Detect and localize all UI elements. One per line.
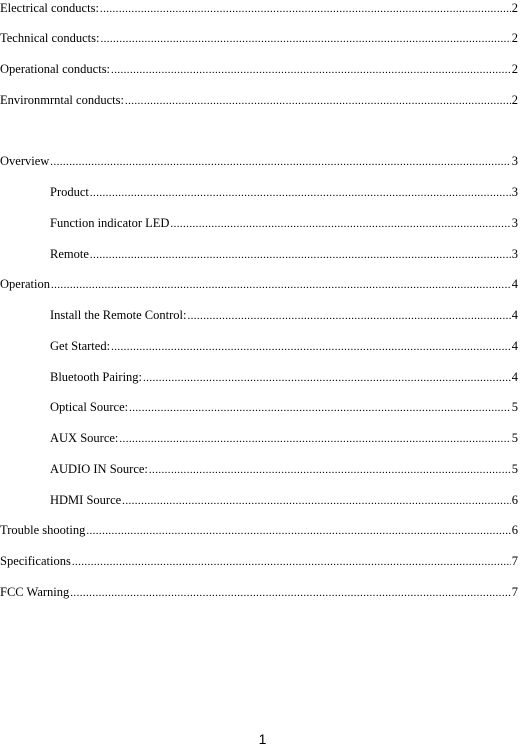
toc-subentry[interactable] bbox=[50, 184, 518, 200]
toc-leader-dots bbox=[119, 431, 510, 447]
toc-entry-page: 7 bbox=[511, 585, 518, 599]
toc-entry-label: Electrical conducts: bbox=[0, 1, 99, 15]
toc-entry-page: 3 bbox=[511, 216, 518, 230]
toc-leader-dots bbox=[125, 93, 511, 109]
toc-leader-dots bbox=[50, 154, 510, 170]
toc-entry[interactable] bbox=[0, 92, 518, 108]
toc-leader-dots bbox=[187, 308, 510, 324]
toc-entry-page: 2 bbox=[511, 62, 518, 76]
toc-entry-page: 3 bbox=[511, 247, 518, 261]
toc-entry-label: Remote bbox=[50, 247, 89, 261]
toc-entry[interactable] bbox=[0, 584, 518, 600]
toc-entry[interactable] bbox=[0, 153, 518, 169]
toc-entry[interactable] bbox=[0, 0, 518, 16]
toc-entry-label: Trouble shooting bbox=[0, 523, 86, 537]
toc-entry-label: FCC Warning bbox=[0, 585, 70, 599]
toc-entry-page: 7 bbox=[511, 554, 518, 568]
toc-entry-label: HDMI Source bbox=[50, 493, 122, 507]
page-number: 1 bbox=[258, 731, 267, 747]
toc-entry-label: Environmrntal conducts: bbox=[0, 93, 124, 107]
toc-leader-dots bbox=[90, 247, 511, 263]
toc-entry[interactable] bbox=[0, 553, 518, 569]
toc-entry-label: AUDIO IN Source: bbox=[50, 462, 148, 476]
toc-entry-page: 4 bbox=[511, 277, 518, 291]
toc-leader-dots bbox=[100, 31, 510, 47]
toc-entry-page: 3 bbox=[511, 154, 518, 168]
toc-entry[interactable] bbox=[0, 276, 518, 292]
toc-leader-dots bbox=[170, 216, 510, 232]
toc-entry-page: 2 bbox=[511, 93, 518, 107]
toc-entry-label: AUX Source: bbox=[50, 431, 119, 445]
toc-entry-page: 5 bbox=[511, 400, 518, 414]
toc-leader-dots bbox=[111, 339, 511, 355]
toc-leader-dots bbox=[129, 400, 511, 416]
toc-subentry[interactable] bbox=[50, 369, 518, 385]
toc-entry-page: 4 bbox=[511, 308, 518, 322]
toc-entry-page: 6 bbox=[511, 493, 518, 507]
toc-leader-dots bbox=[143, 370, 511, 386]
toc-leader-dots bbox=[51, 277, 511, 293]
toc-entry-label: Overview bbox=[0, 154, 50, 168]
toc-entry-page: 5 bbox=[511, 462, 518, 476]
toc-leader-dots bbox=[72, 554, 511, 570]
toc-entry-page: 2 bbox=[511, 31, 518, 45]
toc-leader-dots bbox=[100, 1, 511, 17]
toc-subentry[interactable] bbox=[50, 492, 518, 508]
toc-entry-label: Install the Remote Control: bbox=[50, 308, 187, 322]
toc-entry[interactable] bbox=[0, 522, 518, 538]
toc-leader-dots bbox=[111, 62, 511, 78]
toc-subentry[interactable] bbox=[50, 307, 518, 323]
toc-entry-label: Specifications bbox=[0, 554, 71, 568]
toc-entry-label: Product bbox=[50, 185, 89, 199]
toc-entry-label: Technical conducts: bbox=[0, 31, 100, 45]
toc-entry-page: 5 bbox=[511, 431, 518, 445]
toc-entry-label: Bluetooth Pairing: bbox=[50, 370, 143, 384]
toc-leader-dots bbox=[90, 185, 511, 201]
toc-entry-page: 6 bbox=[511, 523, 518, 537]
toc-leader-dots bbox=[149, 462, 511, 478]
toc-entry-label: Get Started: bbox=[50, 339, 111, 353]
toc-entry-label: Function indicator LED bbox=[50, 216, 170, 230]
toc-entry-page: 2 bbox=[511, 1, 518, 15]
toc-entry-label: Operational conducts: bbox=[0, 62, 111, 76]
toc-subentry[interactable] bbox=[50, 399, 518, 415]
toc-entry-page: 4 bbox=[511, 370, 518, 384]
toc-entry[interactable] bbox=[0, 61, 518, 77]
toc-subentry[interactable] bbox=[50, 430, 518, 446]
toc-leader-dots bbox=[122, 493, 511, 509]
toc-subentry[interactable] bbox=[50, 215, 518, 231]
toc-subentry[interactable] bbox=[50, 461, 518, 477]
toc-entry-label: Operation bbox=[0, 277, 50, 291]
toc-leader-dots bbox=[70, 585, 510, 601]
toc-entry-page: 4 bbox=[511, 339, 518, 353]
toc-entry-page: 3 bbox=[511, 185, 518, 199]
toc-entry[interactable] bbox=[0, 30, 518, 46]
toc-subentry[interactable] bbox=[50, 338, 518, 354]
toc-leader-dots bbox=[86, 523, 510, 539]
toc-subentry[interactable] bbox=[50, 246, 518, 262]
toc-entry-label: Optical Source: bbox=[50, 400, 129, 414]
